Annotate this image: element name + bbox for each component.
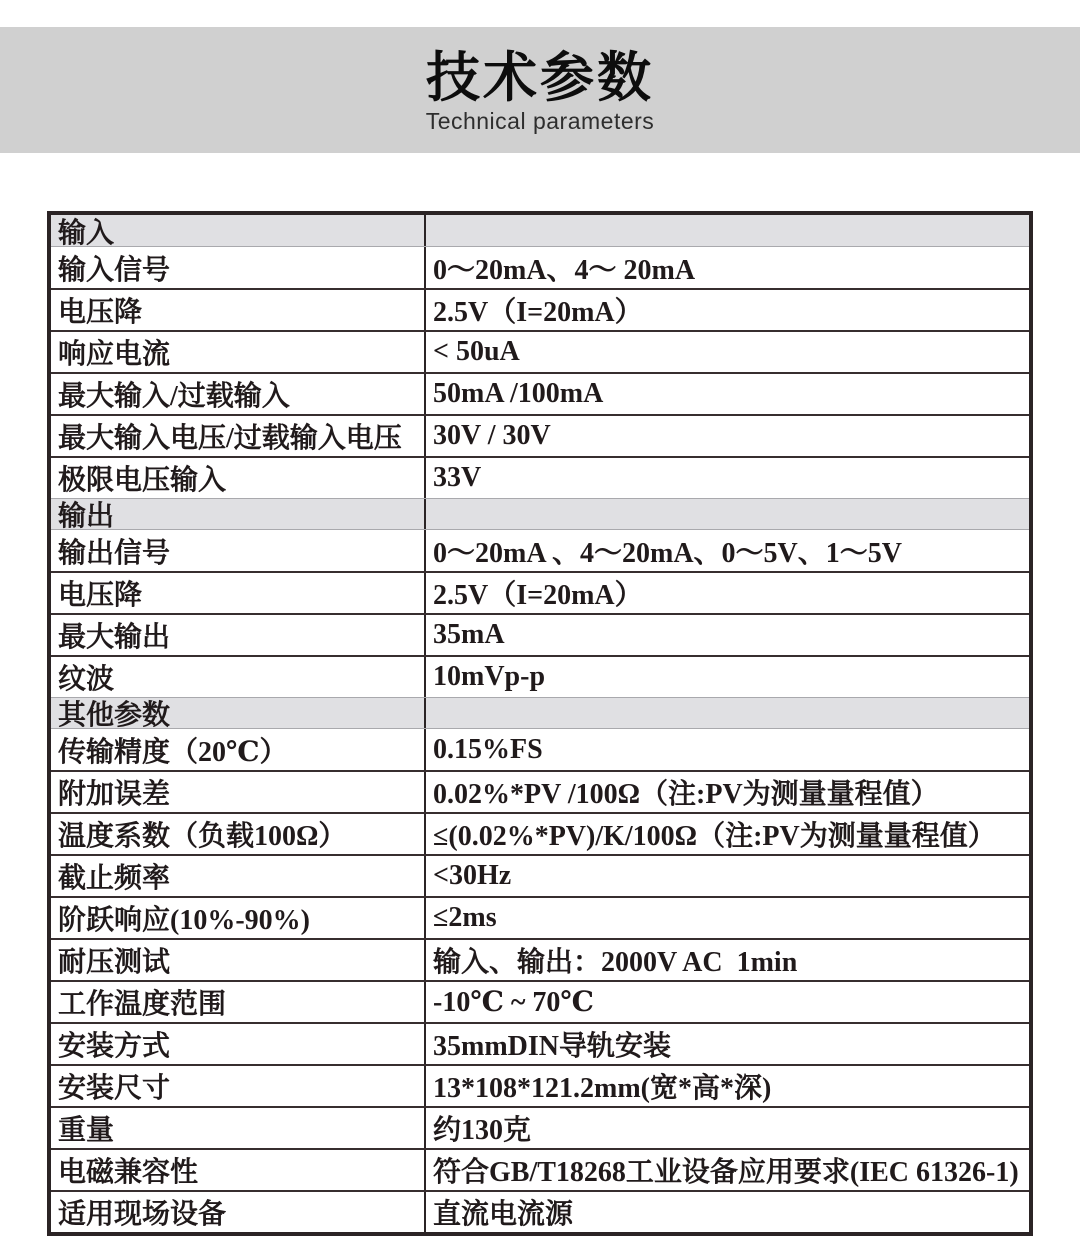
row-voltage-drop-output (51, 571, 1029, 613)
param-name-cell: 极限电压输入 (51, 458, 426, 498)
section-row-output (51, 498, 1029, 529)
param-value-cell: -10℃ ~ 70℃ (433, 987, 594, 1018)
row-withstand-voltage-test (51, 938, 1029, 980)
param-name-cell: 附加误差 (51, 772, 426, 812)
row-cutoff-frequency (51, 854, 1029, 896)
section-row-input (51, 215, 1029, 246)
param-value-cell: < 50uA (433, 336, 520, 367)
param-value-cell: 直流电流源 (433, 1199, 574, 1230)
param-value-cell: ≤2ms (433, 902, 497, 933)
row-max-input-overload-input (51, 372, 1029, 414)
param-value-cell: 35mA (433, 619, 505, 650)
param-value-cell: ≤(0.02%*PV)/K/100Ω（注:PV为测量量程值） (433, 821, 996, 852)
param-name-cell: 最大输入/过载输入 (51, 374, 426, 414)
param-name-cell: 最大输出 (51, 615, 426, 655)
param-value-cell: <30Hz (433, 860, 512, 891)
page-title: 技术参数 (426, 46, 654, 109)
param-value-cell: 30V / 30V (433, 420, 551, 451)
param-name-cell: 电压降 (51, 573, 426, 613)
param-value-cell: 2.5V（I=20mA） (433, 297, 643, 328)
param-name-cell: 工作温度范围 (51, 982, 426, 1022)
row-temperature-coefficient (51, 812, 1029, 854)
spec-table (47, 211, 1033, 1236)
param-value-cell: 0.02%*PV /100Ω（注:PV为测量量程值） (433, 779, 939, 810)
section-label: 其他参数 (51, 698, 426, 728)
row-emc (51, 1148, 1029, 1190)
param-value-cell: 输入、输出：2000V AC 1min (433, 947, 798, 978)
row-applicable-field-device (51, 1190, 1029, 1232)
section-value-empty (426, 499, 1029, 529)
param-name-cell: 输入信号 (51, 247, 426, 288)
param-name-cell: 最大输入电压/过载输入电压 (51, 416, 426, 456)
page-subtitle: Technical parameters (425, 107, 655, 134)
param-name-cell: 适用现场设备 (51, 1192, 426, 1232)
row-ripple (51, 655, 1029, 697)
row-additional-error (51, 770, 1029, 812)
param-name-cell: 安装方式 (51, 1024, 426, 1064)
param-value-cell: 约130克 (433, 1115, 532, 1146)
section-value-empty (426, 215, 1029, 246)
param-name-cell: 纹波 (51, 657, 426, 697)
param-name-cell: 传输精度（20℃） (51, 729, 426, 770)
param-value-cell: 0.15%FS (433, 733, 543, 765)
row-mounting-method (51, 1022, 1029, 1064)
row-transfer-accuracy (51, 728, 1029, 770)
param-name-cell: 截止频率 (51, 856, 426, 896)
param-name-cell: 电磁兼容性 (51, 1150, 426, 1190)
param-name-cell: 输出信号 (51, 530, 426, 571)
row-voltage-drop-input (51, 288, 1029, 330)
row-max-output (51, 613, 1029, 655)
row-input-signal (51, 246, 1029, 288)
row-step-response (51, 896, 1029, 938)
param-name-cell: 响应电流 (51, 332, 426, 372)
param-value-cell: 50mA /100mA (433, 378, 604, 409)
param-value-cell: 0～20mA 、4～20mA、0～5V、1～5V (433, 537, 902, 569)
row-output-signal (51, 529, 1029, 571)
section-row-other-params (51, 697, 1029, 728)
param-name-cell: 耐压测试 (51, 940, 426, 980)
row-mounting-dimensions (51, 1064, 1029, 1106)
section-value-empty (426, 698, 1029, 728)
row-weight (51, 1106, 1029, 1148)
row-operating-temperature-range (51, 980, 1029, 1022)
param-value-cell: 13*108*121.2mm(宽*高*深) (433, 1073, 772, 1104)
param-name-cell: 温度系数（负载100Ω） (51, 814, 426, 854)
param-value-cell: 33V (433, 462, 482, 493)
param-value-cell: 2.5V（I=20mA） (433, 580, 643, 611)
param-name-cell: 安装尺寸 (51, 1066, 426, 1106)
row-max-input-voltage-overload (51, 414, 1029, 456)
param-value-cell: 0～20mA、4～ 20mA (433, 254, 696, 286)
section-label: 输出 (51, 499, 426, 529)
param-value-cell: 符合GB/T18268工业设备应用要求(IEC 61326-1) (433, 1157, 1019, 1188)
section-label: 输入 (51, 215, 426, 246)
param-value-cell: 35mmDIN导轨安装 (433, 1031, 671, 1062)
row-response-current (51, 330, 1029, 372)
row-limit-voltage-input (51, 456, 1029, 498)
param-name-cell: 电压降 (51, 290, 426, 330)
param-name-cell: 重量 (51, 1108, 426, 1148)
param-value-cell: 10mVp-p (433, 661, 546, 692)
param-name-cell: 阶跃响应(10%-90%) (51, 898, 426, 938)
title-band (0, 27, 1080, 153)
